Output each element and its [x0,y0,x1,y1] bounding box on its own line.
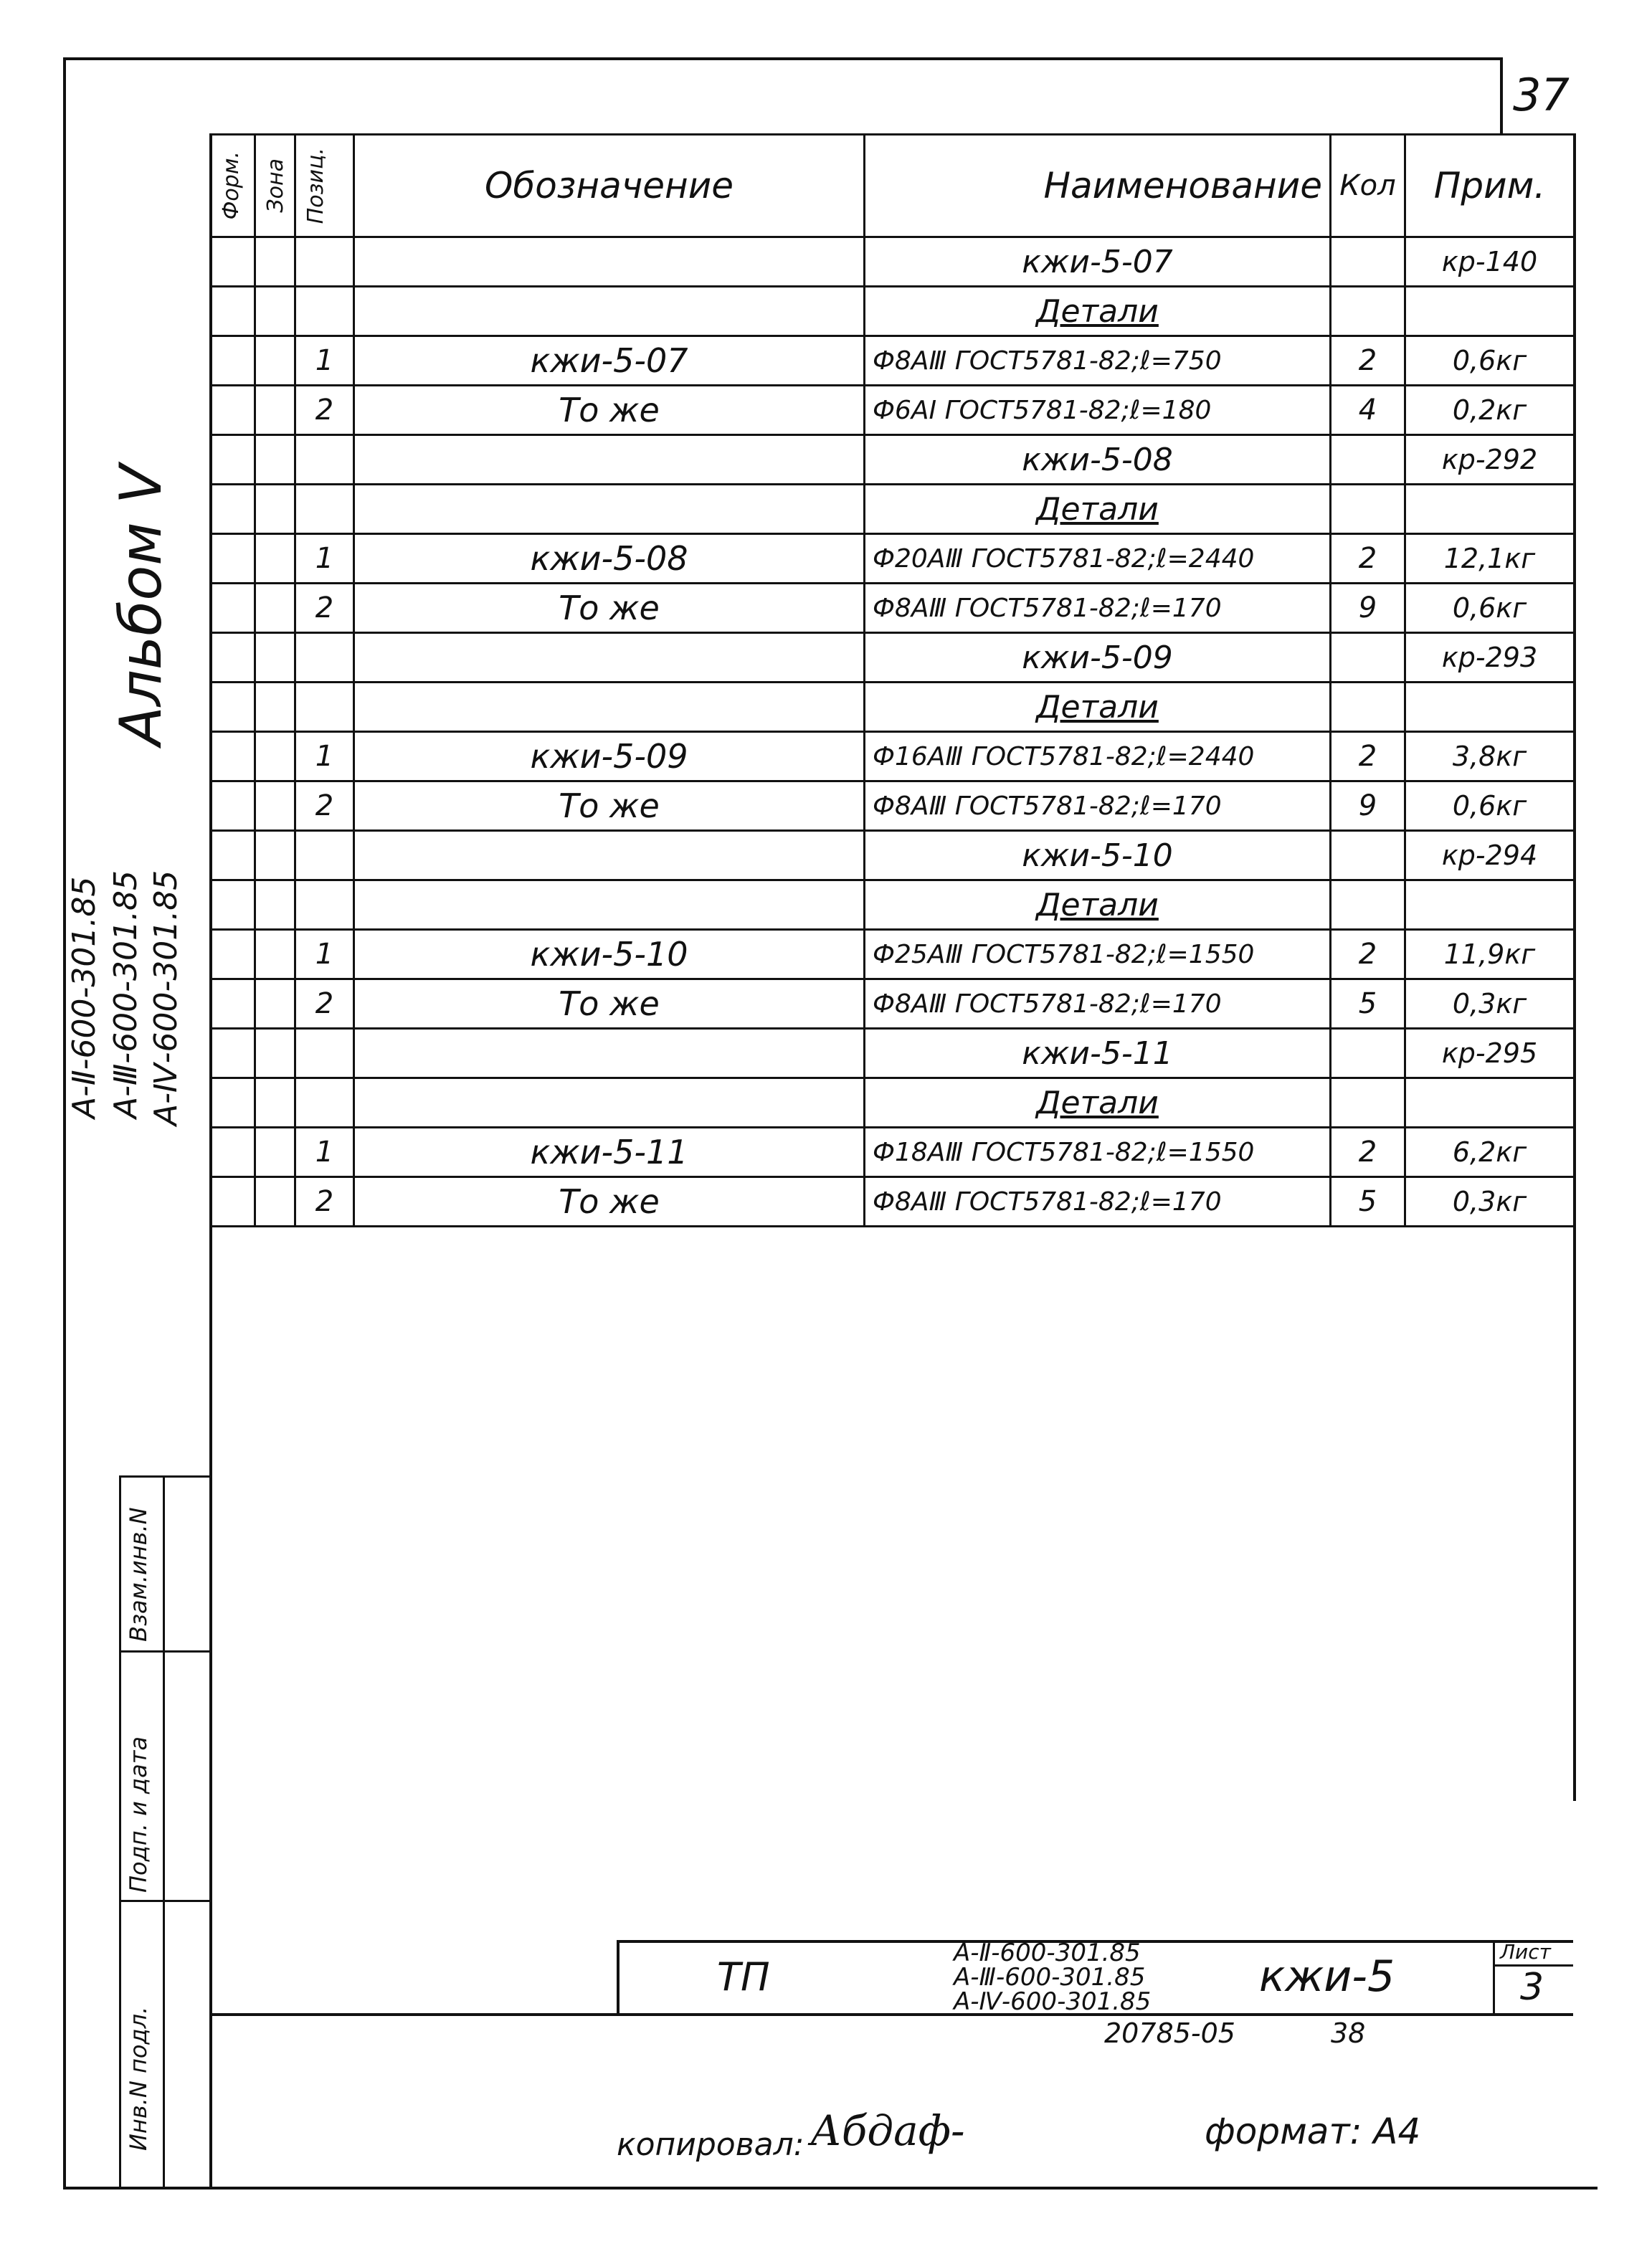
cell-form [211,979,255,1029]
table-row [211,1128,1575,1177]
cell-designation [354,732,865,781]
cell-qty [1331,732,1405,781]
title-block-tp: ТП [717,1954,770,2000]
cell-name [865,831,1331,880]
cell-name [865,336,1331,386]
cell-form [211,732,255,781]
cell-note-text: 6,2кг [1452,1136,1527,1168]
table-row [211,1177,1575,1227]
left-stamp-inv-podl: Инв.N подл. [125,2006,152,2151]
cell-pos-text: 1 [315,542,334,575]
cell-qty [1331,979,1405,1029]
cell-name [865,732,1331,781]
cell-form [211,880,255,930]
footer-signature [810,2106,965,2155]
title-block-code-2: А-Ⅲ-600-301.85 [954,1963,1146,1992]
left-stamp-divider-2 [119,1900,209,1902]
cell-note [1405,781,1575,831]
cell-qty [1331,880,1405,930]
cell-name-text: Ф8АⅢ ГОСТ5781-82;ℓ=170 [873,989,1222,1019]
cell-designation [354,386,865,435]
cell-form [211,287,255,336]
cell-name [865,1029,1331,1078]
cell-qty [1331,831,1405,880]
cell-zone [255,485,295,534]
cell-name-text: кжи-5-09 [1022,639,1173,676]
cell-qty [1331,1029,1405,1078]
cell-designation [354,930,865,979]
cell-pos [295,880,354,930]
cell-name [865,584,1331,633]
cell-qty [1331,237,1405,287]
cell-zone [255,386,295,435]
cell-name [865,287,1331,336]
cell-note [1405,633,1575,683]
cell-designation [354,979,865,1029]
footer-copied-label: копировал: [617,2126,804,2163]
cell-zone [255,336,295,386]
cell-note-text: кр-295 [1441,1037,1538,1069]
table-row [211,534,1575,584]
cell-zone [255,732,295,781]
cell-name [865,781,1331,831]
left-stamp-vzam-inv: Взам.инв.N [125,1507,152,1642]
cell-qty [1331,287,1405,336]
cell-form [211,1177,255,1227]
cell-zone [255,534,295,584]
cell-qty [1331,1078,1405,1128]
table-row [211,485,1575,534]
title-block-sheet-value: 3 [1520,1966,1544,2009]
cell-note-text: 0,6кг [1452,790,1527,822]
cell-zone [255,1029,295,1078]
cell-qty-text: 2 [1358,542,1377,575]
cell-name [865,930,1331,979]
cell-designation-text: кжи-5-10 [530,935,688,974]
cell-pos-text: 1 [315,938,334,971]
footer-format-label: формат: А4 [1205,2111,1421,2152]
cell-zone [255,584,295,633]
cell-pos [295,584,354,633]
cell-designation [354,237,865,287]
cell-name-text: Детали [1036,1084,1159,1121]
table-row [211,386,1575,435]
cell-name-text: кжи-5-11 [1022,1035,1173,1072]
cell-zone [255,880,295,930]
cell-name-text: Ф8АⅢ ГОСТ5781-82;ℓ=170 [873,593,1222,623]
cell-designation [354,435,865,485]
left-stamp-divider-1 [119,1650,209,1653]
cell-designation [354,880,865,930]
cell-designation-text: То же [559,589,660,627]
cell-qty [1331,930,1405,979]
cell-designation-text: кжи-5-08 [530,539,688,578]
table-row [211,435,1575,485]
table-row [211,683,1575,732]
cell-note-text: 0,6кг [1452,592,1527,624]
cell-designation-text: То же [559,786,660,825]
cell-pos [295,1128,354,1177]
cell-designation [354,633,865,683]
cell-name-text: Ф6АI ГОСТ5781-82;ℓ=180 [873,395,1212,425]
cell-note-text: 12,1кг [1443,543,1536,574]
cell-designation [354,1078,865,1128]
cell-pos [295,1029,354,1078]
cell-zone [255,930,295,979]
cell-qty [1331,584,1405,633]
footer-order-sheet: 38 [1331,2017,1366,2049]
cell-qty-text: 5 [1358,987,1377,1020]
cell-name [865,633,1331,683]
title-block-bottom-line [209,2013,1573,2016]
cell-name [865,1177,1331,1227]
cell-zone [255,633,295,683]
frame-bottom-line [63,2187,1598,2190]
cell-pos [295,831,354,880]
table-row [211,237,1575,287]
cell-note [1405,336,1575,386]
cell-pos [295,386,354,435]
cell-designation [354,831,865,880]
cell-name-text: Ф8АⅢ ГОСТ5781-82;ℓ=170 [873,1187,1222,1217]
cell-note [1405,1177,1575,1227]
cell-pos [295,781,354,831]
cell-name-text: Ф18АⅢ ГОСТ5781-82;ℓ=1550 [873,1137,1255,1167]
cell-zone [255,1128,295,1177]
cell-pos [295,633,354,683]
title-block-sheet-divider [1493,1940,1495,2013]
cell-name-text: кжи-5-10 [1022,837,1173,874]
cell-designation-text: кжи-5-11 [530,1133,688,1171]
table-row [211,831,1575,880]
cell-note [1405,237,1575,287]
cell-designation [354,336,865,386]
cell-note [1405,534,1575,584]
cell-name-text: Детали [1036,886,1159,923]
table-row [211,1029,1575,1078]
table-row [211,979,1575,1029]
cell-qty-text: 2 [1358,740,1377,773]
cell-name-text: Детали [1036,490,1159,528]
specification-table [209,133,1575,1227]
cell-note-text: 3,8кг [1452,741,1527,772]
table-row [211,930,1575,979]
table-row [211,633,1575,683]
table-row [211,732,1575,781]
cell-note-text: 0,6кг [1452,345,1527,376]
header-designation: Обозначение [354,135,865,237]
cell-zone [255,237,295,287]
cell-form [211,930,255,979]
cell-pos [295,1177,354,1227]
cell-qty [1331,534,1405,584]
cell-qty [1331,386,1405,435]
cell-pos-text: 2 [315,789,334,822]
cell-qty [1331,1177,1405,1227]
cell-zone [255,287,295,336]
cell-pos [295,534,354,584]
cell-pos-text: 2 [315,394,334,427]
cell-zone [255,435,295,485]
cell-qty [1331,435,1405,485]
cell-qty-text: 9 [1358,591,1377,624]
table-row [211,336,1575,386]
header-name: Наименование [865,135,1331,237]
table-header-row [211,135,1575,237]
header-note: Прим. [1405,135,1575,237]
cell-note [1405,584,1575,633]
cell-name-text: Ф20АⅢ ГОСТ5781-82;ℓ=2440 [873,543,1255,574]
cell-qty [1331,781,1405,831]
cell-form [211,683,255,732]
cell-zone [255,979,295,1029]
cell-note [1405,1078,1575,1128]
cell-pos-text: 2 [315,591,334,624]
cell-designation [354,781,865,831]
cell-pos [295,237,354,287]
cell-qty [1331,336,1405,386]
cell-pos [295,287,354,336]
cell-designation-text: кжи-5-07 [530,341,688,380]
cell-note-text: 11,9кг [1443,938,1536,970]
cell-pos-text: 1 [315,1136,334,1169]
side-code-2: А-Ⅲ-600-301.85 [108,870,144,1118]
cell-name [865,485,1331,534]
cell-note-text: кр-292 [1441,444,1538,475]
cell-note [1405,880,1575,930]
title-block-code-3: А-Ⅳ-600-301.85 [954,1987,1152,2016]
cell-designation [354,1177,865,1227]
cell-note [1405,732,1575,781]
cell-name [865,386,1331,435]
cell-name [865,1128,1331,1177]
cell-qty-text: 2 [1358,938,1377,971]
title-block-sheet-label: Лист [1500,1940,1551,1964]
cell-qty-text: 9 [1358,789,1377,822]
cell-form [211,831,255,880]
cell-qty [1331,1128,1405,1177]
cell-note [1405,930,1575,979]
cell-form [211,584,255,633]
sheet-number-top: 37 [1513,69,1570,121]
header-pos: Позиц. [295,135,354,237]
cell-pos [295,435,354,485]
cell-note-text: 0,3кг [1452,988,1527,1019]
cell-name [865,435,1331,485]
cell-form [211,386,255,435]
cell-qty [1331,633,1405,683]
title-block-code-1: А-Ⅱ-600-301.85 [954,1939,1141,1967]
sheet-number-box-left [1500,57,1503,135]
cell-name [865,1078,1331,1128]
cell-qty-text: 4 [1358,394,1377,427]
left-stamp-podp-data: Подп. и дата [125,1736,152,1893]
header-zone: Зона [255,135,295,237]
table-row [211,880,1575,930]
cell-qty [1331,683,1405,732]
cell-designation [354,287,865,336]
cell-zone [255,1177,295,1227]
cell-note [1405,1128,1575,1177]
cell-pos [295,485,354,534]
cell-designation-text: То же [559,1182,660,1221]
cell-form [211,781,255,831]
cell-name [865,880,1331,930]
cell-form [211,1128,255,1177]
cell-pos-text: 2 [315,1185,334,1218]
cell-designation [354,485,865,534]
side-code-1: А-Ⅱ-600-301.85 [66,876,103,1118]
cell-name-text: Ф8АⅢ ГОСТ5781-82;ℓ=170 [873,791,1222,821]
cell-form [211,633,255,683]
cell-zone [255,683,295,732]
cell-note-text: 0,3кг [1452,1186,1527,1217]
cell-pos-text: 2 [315,987,334,1020]
cell-pos [295,336,354,386]
cell-designation-text: кжи-5-09 [530,737,688,776]
cell-form [211,435,255,485]
cell-pos [295,1078,354,1128]
cell-zone [255,781,295,831]
cell-pos-text: 1 [315,740,334,773]
cell-note [1405,683,1575,732]
table-row [211,584,1575,633]
cell-form [211,336,255,386]
cell-zone [255,1078,295,1128]
header-qty: Кол [1331,135,1405,237]
album-label: Альбом Ⅴ [108,465,174,746]
cell-name-text: Ф8АⅢ ГОСТ5781-82;ℓ=750 [873,346,1222,376]
cell-note-text: 0,2кг [1452,394,1527,426]
cell-name [865,534,1331,584]
table-row [211,1078,1575,1128]
cell-name-text: кжи-5-07 [1022,243,1173,280]
cell-pos [295,979,354,1029]
cell-designation [354,534,865,584]
cell-note [1405,287,1575,336]
cell-qty [1331,485,1405,534]
title-block-left-line [617,1940,620,2013]
side-code-3: А-Ⅳ-600-301.85 [148,870,184,1126]
cell-note-text: кр-294 [1441,840,1538,871]
frame-top-line [63,57,1500,60]
cell-qty-text: 2 [1358,1136,1377,1169]
cell-designation [354,683,865,732]
cell-pos [295,683,354,732]
table-row [211,287,1575,336]
cell-zone [255,831,295,880]
title-block-doc: кжи-5 [1259,1951,1395,2002]
cell-form [211,485,255,534]
cell-note [1405,979,1575,1029]
frame-left-line [63,57,66,2187]
cell-name [865,979,1331,1029]
cell-designation [354,1029,865,1078]
cell-designation [354,1128,865,1177]
cell-name [865,683,1331,732]
cell-form [211,1078,255,1128]
cell-qty-text: 5 [1358,1185,1377,1218]
cell-name-text: Ф16АⅢ ГОСТ5781-82;ℓ=2440 [873,741,1255,771]
cell-note-text: кр-293 [1441,642,1538,673]
cell-name-text: Детали [1036,688,1159,726]
cell-note [1405,386,1575,435]
cell-form [211,237,255,287]
cell-name-text: Детали [1036,293,1159,330]
cell-name-text: кжи-5-08 [1022,441,1173,478]
cell-pos [295,732,354,781]
cell-note [1405,831,1575,880]
left-stamp-top [119,1475,209,1478]
cell-designation-text: То же [559,984,660,1023]
cell-form [211,534,255,584]
cell-name-text: Ф25АⅢ ГОСТ5781-82;ℓ=1550 [873,939,1255,969]
cell-pos-text: 1 [315,344,334,377]
cell-note [1405,1029,1575,1078]
cell-name [865,237,1331,287]
cell-note [1405,435,1575,485]
header-form: Форм. [211,135,255,237]
signature-text: Абдаф- [810,2106,965,2155]
cell-designation-text: То же [559,391,660,429]
footer-order-no: 20785-05 [1104,2017,1235,2049]
cell-designation [354,584,865,633]
cell-note-text: кр-140 [1441,246,1538,277]
cell-qty-text: 2 [1358,344,1377,377]
cell-note [1405,485,1575,534]
cell-form [211,1029,255,1078]
table-row [211,781,1575,831]
cell-pos [295,930,354,979]
